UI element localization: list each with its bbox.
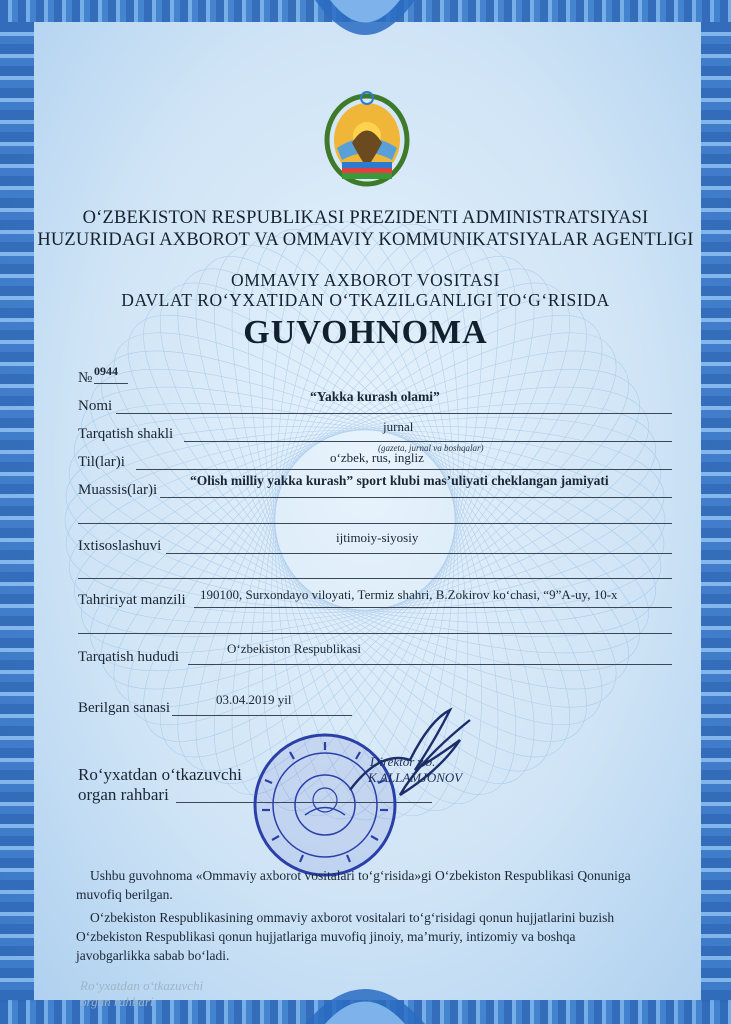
territory-label: Tarqatish hududi — [78, 649, 180, 665]
territory-value: O‘zbekiston Respublikasi — [227, 641, 361, 656]
territory-line — [188, 664, 672, 665]
founders-label: Muassis(lar)i — [78, 482, 158, 498]
founders-value: “Olish milliy yakka kurash” sport klubi mas’uliyati cheklangan jamiyati — [190, 473, 609, 488]
address-line-2 — [78, 633, 672, 634]
subtitle-line-2: DAVLAT RO‘YXATIDAN O‘TKAZILGANLIGI TO‘G‘RISIDA — [121, 290, 610, 310]
border-left — [0, 22, 34, 1002]
issue-date-label: Berilgan sanasi — [78, 700, 171, 716]
number-value: 0944 — [94, 364, 118, 378]
address-value: 190100, Surxondayo viloyati, Termiz shahri, B.Zokirov ko‘chasi, “9”A-uy, 10-x — [200, 587, 618, 602]
number-label: № — [78, 370, 93, 386]
faded-footer-line1: Ro‘yxatdan o‘tkazuvchi — [80, 978, 204, 993]
border-right — [701, 22, 731, 1002]
specialization-value: ijtimoiy-siyosiy — [336, 530, 419, 545]
form-value: jurnal — [383, 419, 414, 434]
specialization-label: Ixtisoslashuvi — [78, 538, 162, 554]
address-label: Tahririyat manzili — [78, 592, 186, 608]
issue-date-value: 03.04.2019 yil — [216, 692, 292, 707]
languages-label: Til(lar)i — [78, 454, 125, 470]
signature-label-1: Ro‘yxatdan o‘tkazuvchi — [78, 765, 242, 784]
note-p2-line2: O‘zbekiston Respublikasi qonun hujjatlariga muvofiq jinoiy, ma’muriy, intizomiy va boshqa — [76, 929, 576, 944]
name-value: “Yakka kurash olami” — [310, 389, 440, 404]
founders-line-2 — [78, 523, 672, 524]
form-hint: (gazeta, jurnal va boshqalar) — [378, 443, 484, 453]
issue-date-line — [172, 715, 352, 716]
name-line — [116, 413, 672, 414]
signature-label-2: organ rahbari — [78, 785, 169, 804]
faded-footer-line2: organ rahbari — [80, 994, 154, 1009]
specialization-line-2 — [78, 578, 672, 579]
bottom-ornament — [300, 964, 430, 1024]
note-p2-line1: O‘zbekiston Respublikasining ommaviy axborot vositalari to‘g‘risidagi qonun hujjatlarini buzish — [90, 910, 615, 925]
specialization-line — [166, 553, 672, 554]
top-ornament — [310, 0, 420, 60]
form-label: Tarqatish shakli — [78, 426, 174, 442]
number-line — [94, 383, 128, 384]
note-p1-line1: Ushbu guvohnoma «Ommaviy axborot vositalari to‘g‘risida»gi O‘zbekiston Respublikasi Qonuniga — [90, 868, 631, 883]
org-line-2: HUZURIDAGI AXBOROT VA OMMAVIY KOMMUNIKATSIYALAR AGENTLIGI — [37, 230, 694, 250]
languages-value: o‘zbek, rus, ingliz — [330, 450, 424, 465]
name-label: Nomi — [78, 398, 113, 414]
state-emblem-icon — [322, 88, 412, 188]
founders-line — [160, 497, 672, 498]
document-title: GUVOHNOMA — [243, 314, 488, 351]
address-line — [194, 607, 672, 608]
form-line — [184, 441, 672, 442]
signer-name: K.ALLAMJONOV — [368, 770, 463, 785]
languages-line — [136, 469, 672, 470]
signer-position: Direktor v.b. — [370, 754, 436, 769]
note-p2-line3: javobgarlikka sabab bo‘ladi. — [76, 948, 230, 963]
org-line-1: O‘ZBEKISTON RESPUBLIKASI PREZIDENTI ADMINISTRATSIYASI — [82, 208, 649, 228]
note-p1-line2: muvofiq berilgan. — [76, 887, 173, 902]
subtitle-line-1: OMMAVIY AXBOROT VOSITASI — [230, 270, 501, 290]
